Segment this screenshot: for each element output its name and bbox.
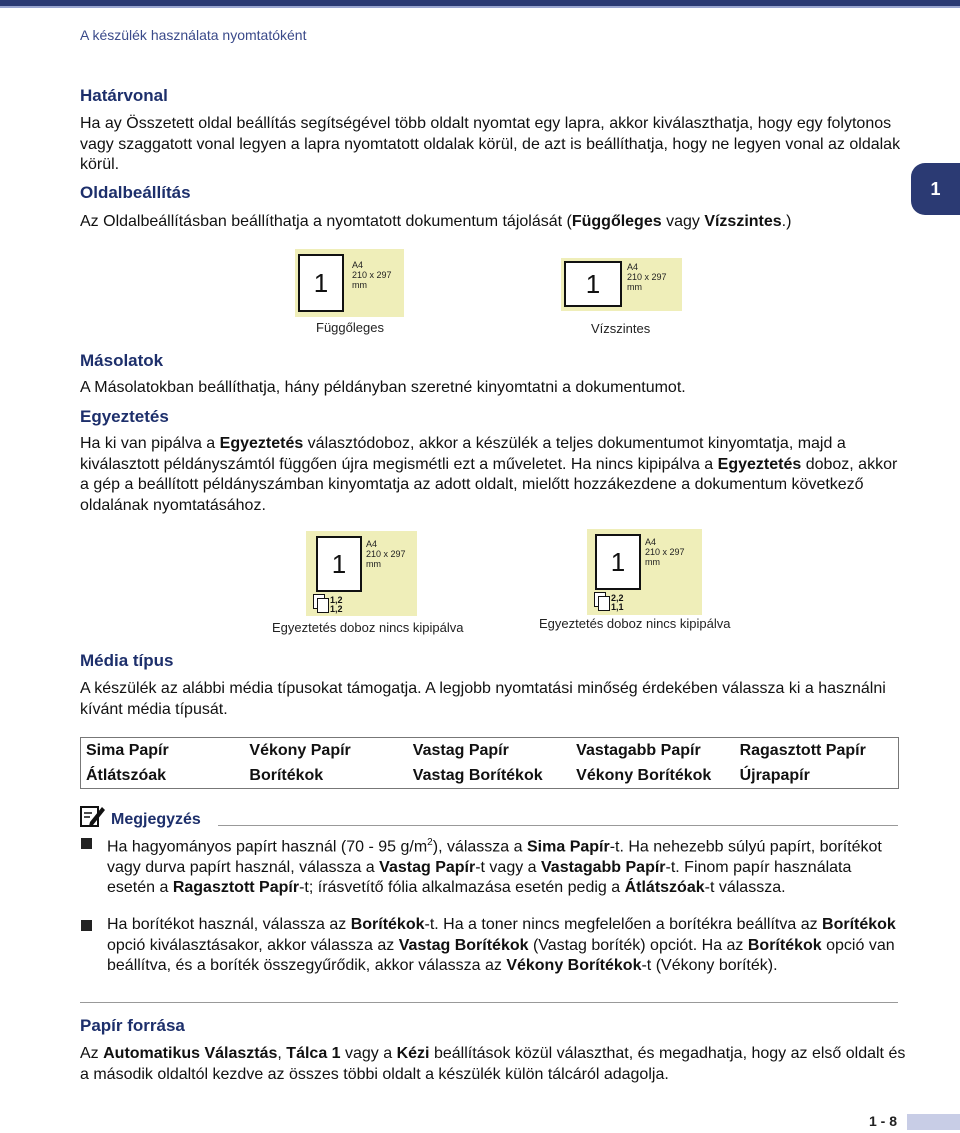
- page-size-label: A4 210 x 297 mm: [352, 260, 392, 290]
- note-bullet-1: Ha hagyományos papírt használ (70 - 95 $g/m^2$), válassza a Sima Papír-t. Ha nehezebb súlyú papírt, borítékot vagy durva papírt használ, válassza a Vastag Papír-t vagy a Vastagabb Papír-t. Finom papír használata esetén a Ragasztott Papír-t; írásvetítő fólia alkalmazása esetén pedig a Átlátszóak-t válassza.: [107, 837, 882, 897]
- collate-preview-right: [587, 529, 702, 615]
- note-bullet-2: Ha borítékot használ, válassza az Borítékok-t. Ha a toner nincs megfelelően a borítékra beállítva az Borítékok opció kiválasztásakor, akkor válassza az Vastag Borítékok (Vastag boríték) opciót. Ha az Borítékok opció van beállítva, és a boríték összegyűrődik, akkor válassza az Vékony Borítékok-t (Vékony boríték).: [107, 916, 896, 974]
- table-cell: Sima Papír: [86, 741, 169, 759]
- page-size-label: A4 210 x 297 mm: [366, 539, 406, 569]
- section-title-media: Média típus: [80, 651, 174, 670]
- chapter-tab: 1: [911, 163, 960, 215]
- section-title-collate: Egyeztetés: [80, 407, 169, 426]
- copies-stack-icon: 2,2 1,1: [590, 592, 624, 612]
- portrait-page: 1: [298, 254, 344, 312]
- collate-caption-left: Egyeztetés doboz nincs kipipálva: [272, 620, 464, 635]
- section-title-border: Határvonal: [80, 86, 168, 105]
- table-cell: Ragasztott Papír: [739, 741, 866, 759]
- border-paragraph: Ha ay Összetett oldal beállítás segítségével több oldalt nyomtat egy lapra, akkor kiválaszthatja, hogy egy folytonos vagy szaggatott vonal legyen a lapra nyomtatott oldalak körül, de azt is beállíthatja, hogy ne legyen vonal az oldalak körül.: [80, 115, 901, 173]
- source-paragraph: Az Automatikus Választás, Tálca 1 vagy a Kézi beállítások közül választhat, és megadhatja, hogy az első oldalt és a második oldaltól kezdve az összes többi oldalt a készülék külön tálcáról adagolja.: [80, 1045, 906, 1083]
- note-rule: [218, 825, 898, 826]
- landscape-caption: Vízszintes: [591, 321, 651, 336]
- section-title-source: Papír forrása: [80, 1016, 185, 1035]
- table-cell: Vékony Borítékok: [576, 766, 712, 784]
- collate-page: 1: [316, 536, 362, 592]
- copies-paragraph: A Másolatokban beállíthatja, hány példányban szeretné kinyomtatni a dokumentumot.: [80, 379, 686, 396]
- table-row: [81, 763, 899, 789]
- collate-page: 1: [595, 534, 641, 590]
- page-number: 1 - 8: [869, 1113, 898, 1129]
- orientation-paragraph: Az Oldalbeállításban beállíthatja a nyomtatott dokumentum tájolását (Függőleges vagy Vízszintes.): [80, 213, 792, 230]
- section-title-copies: Másolatok: [80, 351, 164, 370]
- bullet-square: [81, 838, 92, 849]
- collate-caption-right: Egyeztetés doboz nincs kipipálva: [539, 616, 731, 631]
- landscape-preview: [561, 258, 682, 311]
- media-type-table: [80, 737, 899, 789]
- portrait-caption: Függőleges: [316, 320, 384, 335]
- note-title: Megjegyzés: [111, 811, 201, 828]
- copies-stack-icon: 1,2 1,2: [309, 594, 343, 614]
- collate-preview-left: [306, 531, 417, 616]
- page-size-label: A4 210 x 297 mm: [645, 537, 685, 567]
- collate-paragraph: Ha ki van pipálva a Egyeztetés választódoboz, akkor a készülék a teljes dokumentumot kinyomtatja, majd a kiválasztott példányszámtól függően újra megismétli ezt a műveletet. Ha nincs kipipálva a Egyeztetés doboz, akkor a gép a beállított példányszámban kinyomtatja az adott oldalt, mielőtt hozzákezdene a dokumentum következő oldalának nyomtatásához.: [80, 435, 898, 514]
- footer-bar: [907, 1114, 960, 1130]
- media-paragraph: A készülék az alábbi média típusokat támogatja. A legjobb nyomtatási minőség érdekében válassza ki a használni kívánt média típusát.: [80, 680, 886, 718]
- table-cell: Vastag Borítékok: [412, 766, 543, 784]
- page-size-label: A4 210 x 297 mm: [627, 262, 667, 292]
- top-rule-light: [0, 6, 960, 8]
- table-cell: Vékony Papír: [249, 741, 351, 759]
- note-pencil-icon: [80, 804, 106, 828]
- portrait-preview: [295, 249, 404, 317]
- running-header: A készülék használata nyomtatóként: [80, 27, 307, 43]
- bullet-square: [81, 920, 92, 931]
- table-cell: Borítékok: [249, 766, 324, 784]
- table-cell: Vastag Papír: [412, 741, 509, 759]
- note-bottom-rule: [80, 1002, 898, 1003]
- landscape-page: 1: [564, 261, 622, 307]
- table-cell: Újrapapír: [739, 766, 810, 784]
- section-title-orientation: Oldalbeállítás: [80, 183, 191, 202]
- table-cell: Átlátszóak: [86, 766, 167, 784]
- table-cell: Vastagabb Papír: [576, 741, 701, 759]
- table-row: [81, 738, 899, 764]
